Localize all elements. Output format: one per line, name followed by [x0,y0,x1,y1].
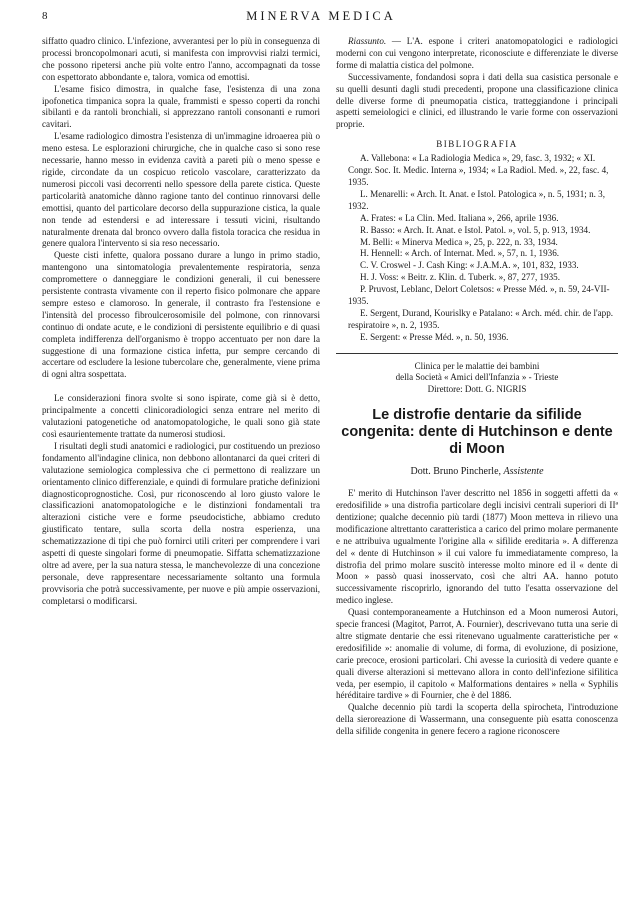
paragraph: Queste cisti infette, qualora possano durare a lungo in primo stadio, mantengono una sintomatologia prevalentemente respiratoria, senza compromettere o danneggiare le condizioni generali, il cui benessere persistente contrasta vivamente con il reperto fisico polmonare che appare sempre esteso e clamoroso. In generale, il contrasto fra l'estensione e l'intensità del processo fibroulcerosomisile del polmone, con rinnovarsi continuo di ondate acute, e le condizioni di persistente equilibrio e di quasi completa indifferenza dell'organismo è troppo accentuato per non dare la suggestione di una formazione cistica infetta, pur sempre cercando di accertare od escludere la lesione tubercolare che, generalmente, viene prima di ogni altra sospettata. [42,250,320,380]
page-number: 8 [42,10,48,22]
paragraph: L'esame fisico dimostra, in qualche fase, l'esistenza di una zona ipofonetica timpanica sopra la quale, frammisti e spesso coperti da ronchi sibilanti e da rantoli bronchiali, si apprezzano rantoli consonanti e rumori cavitari. [42,83,320,130]
bibliography-entry: P. Pruvost, Leblanc, Delort Coletsos: « Presse Méd. », n. 59, 24-VII-1935. [348,284,610,307]
paragraph: Qualche decennio più tardi la scoperta della spirocheta, l'introduzione della sieroreazione di Wassermann, una conseguente più esatta conoscenza della sifilide congenita in genere fecero a ragione riconoscere [336,702,618,737]
paragraph: Le considerazioni finora svolte si sono ispirate, come già si è detto, principalmente a concetti clinicoradiologici senza entrare nel merito di valutazioni patogenetiche od anatomopatologiche, le quali sono già state così esaurientemente trattate da numerosi studiosi. [42,393,320,439]
bibliography-entry: H. J. Voss: « Beitr. z. Klin. d. Tuberk. », 87, 277, 1935. [360,272,560,283]
summary-paragraph: Successivamente, fondandosi sopra i dati della sua casistica personale e su quelli desunti dagli studi precedenti, propone una classificazione clinica delle diverse forme di pneumopatia cistica, tratteggiandone i principali aspetti semeiologici e clinici, ed illustrando le varie forme con osservazioni proprie. [336,71,618,130]
summary-label: Riassunto. [348,36,387,46]
author-name: Dott. Bruno Pincherle, [410,466,502,478]
bibliography-entry: M. Belli: « Minerva Medica », 25, p. 222, n. 33, 1934. [360,236,558,247]
summary-text: — L'A. espone i criteri anatomopatologici e radiologici moderni con cui vengono interpretate, riconosciute e differenziate le diverse forme di malattia cistica del polmone. [336,36,618,70]
bibliography-entry: E. Sergent: « Presse Méd. », n. 50, 1936. [360,331,509,342]
page-header [0,0,642,30]
section-divider [336,353,618,354]
paragraph: Quasi contemporaneamente a Hutchinson ed a Moon numerosi Autori, specie francesi (Magitot, Parrot, A. Fournier), descrivevano tutta una serie di altre stigmate dentarie che essi ritenevano ugualmente caratteristiche per « eredosifilide »: anomalie di volume, di forma, di evoluzione, di posizione, carie precoce, erosioni particolari. Chi avesse la curiosità di vedere quante e quali diverse alterazioni si mettevano allora in conto dell'infezione sifilitica veda, per esempio, il capitolo « Malformations dentaires » nella « Syphilis héréditaire tardive » di Fournier, che è del 1886. [336,607,618,701]
clinic-director: Direttore: Dott. G. NIGRIS [427,383,527,394]
paragraph: E' merito di Hutchinson l'aver descritto nel 1856 in soggetti affetti da « eredosifilide » una distrofia particolare degli incisivi centrali superiori di IIª dentizione; qualche decennio più tardi (1877) Moon metteva in rilievo una modificazione altrettanto caratteristica a carico del primo molare permanente e ne attribuiva ugualmente l'origine alla « sifilide ereditaria ». A differenza del « dente di Hutchinson » il cui valore fu immediatamente compreso, la distrofia del primo molare suscitò interesse molto minore ed il « dente di Moon » passò quasi inosservato, così che altri AA. hanno potuto successivamente riscoprirlo, ignorando del tutto l'esatta osservazione del medico inglese. [336,488,618,606]
running-title: MINERVA MEDICA [246,9,396,23]
left-column [42,36,320,608]
bibliography-entry: R. Basso: « Arch. It. Anat. e Istol. Patol. », vol. 5, p. 913, 1934. [360,224,591,235]
article-title: Le distrofie dentarie da sifilide congenita: dente di Hutchinson e dente di Moon [341,407,613,458]
summary [336,36,618,72]
clinic-line: della Società « Amici dell'Infanzia » - Trieste [395,372,559,383]
bibliography-entry: A. Frates: « La Clin. Med. Italiana », 266, aprile 1936. [360,212,559,223]
paragraph: L'esame radiologico dimostra l'esistenza di un'immagine idroaerea più o meno estesa. Le esplorazioni chirurgiche, che in qualche caso si sono rese necessarie, hanno messo in evidenza cavità a pareti più o meno spesse e rigide, circondate da un cospicuo reticolo vascolare, caratterizzato da numerosi piccoli vasi decorrenti nello spessore della parete cistica. Queste particolarità anatomiche dànno ragione tanto del continuo rinnovarsi delle emottisi, quanto del particolare decorso della suppurazione cistica, la quale non tende ad estendersi e ad interessare i tessuti vicini, risultando naturalmente drenata dal bronco ovvero dalla fistola toracica che residua in genere qualora l'intervento si sia reso necessario. [42,131,320,249]
bibliography-entry: H. Hennell: « Arch. of Internat. Med. », 57, n. 1, 1936. [360,248,560,259]
right-column [336,36,618,738]
paragraph: I risultati degli studi anatomici e radiologici, pur costituendo un prezioso fondamento all'indagine clinica, non debbono allontanarci da quei criteri di valutazione semiologica complessiva che ci permettono di realizzare un orientamento clinico differenziale, e quindi di formulare pratiche definizioni diagnosticoprognostiche. Così, pur riconoscendo al loro giusto valore le classificazioni anatomopatologiche e le distinzioni fondamentali tra alterazioni cistiche vere e forme pseudocistiche, abbiamo creduto giustificato tentare, sulla scorta della nostra esperienza, una schematizzazione di tipi che può fornirci utili criteri per comprendere i vari aspetti di queste singolari forme di pneumopatie. Siffatta schematizzazione oltre ad avere, per la sua natura stessa, le manchevolezze di una concezione personale, deve rappresentare necessariamente soltanto una formula provvisoria che potrà successivamente, per nuove e più ampie osservazioni, completarsi o modificarsi. [42,440,320,606]
clinic-line: Clinica per le malattie dei bambini [414,360,540,371]
paragraph: siffatto quadro clinico. L'infezione, avverantesi per lo più in conseguenza di processi broncopolmonari acuti, si manifesta con improvvisi rialzi termici, che possono ripetersi anche più volte entro l'anno, accompagnati da tosse con espettorato abbondante e, talora, vomica od emottisi. [42,36,320,82]
bibliography-title: BIBLIOGRAFIA [436,139,518,150]
bibliography-entry: C. V. Croswel - J. Cash King: « J.A.M.A. », 101, 832, 1933. [360,260,579,271]
bibliography-entry: A. Vallebona: « La Radiologia Medica », 29, fasc. 3, 1932; « XI. Congr. Soc. It. Medic. Interna », 1934; « La Radiol. Med. », 22, fasc. 4, 1935. [348,153,609,187]
bibliography-entry: E. Sergent, Durand, Kourislky e Patalano: « Arch. méd. chir. de l'app. respiratoire », n. 2, 1935. [348,307,614,330]
author-role: Assistente [503,466,544,478]
bibliography-entry: L. Menarelli: « Arch. It. Anat. e Istol. Patologica », n. 5, 1931; n. 3, 1932. [348,188,605,211]
author-line [336,466,618,478]
